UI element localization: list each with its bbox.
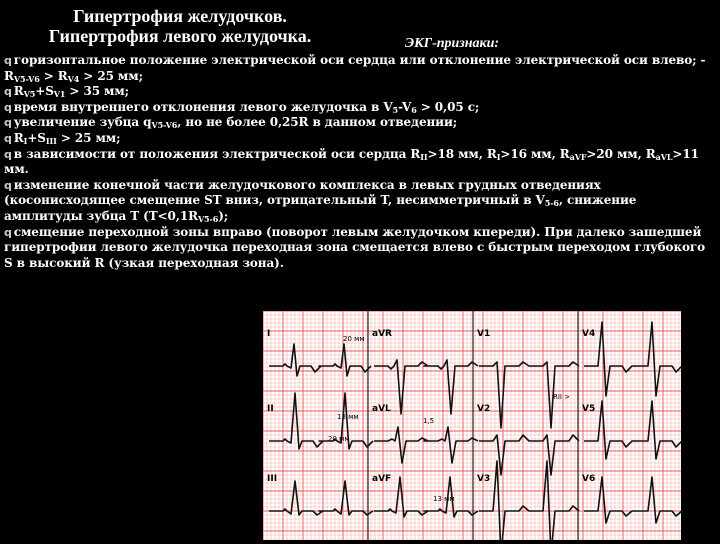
- bullet-icon: q: [4, 131, 12, 145]
- subscript-text: II: [420, 151, 428, 162]
- criterion-item: [4, 178, 716, 225]
- criterion-item: [4, 100, 716, 116]
- ecg-signs-subtitle: ЭКГ-признаки:: [405, 36, 500, 51]
- criteria-list: [4, 53, 716, 271]
- ecg-grid-major: [263, 311, 681, 540]
- ecg-lead-label: I: [267, 329, 271, 339]
- ecg-trace: [374, 427, 478, 463]
- criterion-text: время внутреннего отклонения левого желудочка в V: [13, 99, 393, 114]
- criterion-text: в зависимости от положения электрической оси сердца R: [13, 146, 421, 161]
- ecg-annotation: 1,5: [423, 417, 435, 425]
- subscript-text: V5-V6: [151, 120, 178, 131]
- ecg-trace: [269, 393, 373, 449]
- subscript-text: V5-V6: [13, 73, 40, 84]
- subscript-text: 5: [392, 104, 398, 115]
- subscript-text: 5-6: [544, 198, 559, 209]
- ecg-lead-label: II: [267, 404, 274, 414]
- subscript-text: aVL: [655, 151, 673, 162]
- ecg-annotation: 13 мм: [433, 495, 455, 503]
- ecg-lead-label: V2: [477, 404, 491, 414]
- bullet-icon: q: [4, 147, 12, 161]
- ecg-lead-label: aVL: [372, 404, 391, 414]
- criterion-text: > 35 мм;: [65, 84, 130, 99]
- criterion-item: [4, 147, 716, 178]
- ecg-lead-label: V3: [477, 474, 491, 484]
- criterion-text: >20 мм, R: [586, 146, 656, 161]
- subscript-text: V5: [23, 89, 36, 100]
- subscript-text: aVF: [569, 151, 587, 162]
- subscript-text: V4: [67, 73, 80, 84]
- subscript-text: 6: [411, 104, 417, 115]
- criterion-text: увеличение зубца q: [13, 115, 152, 130]
- ecg-strip-image: [263, 311, 681, 540]
- criterion-item: [4, 84, 716, 100]
- subscript-text: I: [496, 151, 501, 162]
- ecg-trace: [584, 401, 681, 459]
- bullet-icon: q: [4, 100, 12, 114]
- ecg-grid-minor: [263, 311, 681, 540]
- bullet-icon: q: [4, 85, 12, 99]
- ecg-lead-label: aVR: [372, 329, 392, 339]
- criterion-text: горизонтальное положение электрической оси сердца или отклонение электрической оси влево; - R: [4, 53, 706, 83]
- subscript-text: III: [45, 135, 57, 146]
- ecg-tracings: [263, 311, 681, 540]
- criterion-text: > 25 мм;: [56, 130, 121, 145]
- bullet-icon: q: [4, 225, 12, 239]
- criterion-text: +S: [35, 84, 54, 99]
- page-title-line1: Гипертрофия желудочков.: [73, 6, 287, 26]
- bullet-icon: q: [4, 178, 12, 192]
- ecg-annotation: 20 мм: [328, 435, 350, 443]
- ecg-annotation: RII >: [553, 393, 571, 401]
- ecg-lead-label: V4: [582, 329, 596, 339]
- ecg-lead-label: III: [267, 474, 278, 484]
- criterion-text: >18 мм, R: [427, 146, 497, 161]
- ecg-trace: [269, 481, 373, 515]
- criterion-text: >11 мм.: [4, 146, 699, 177]
- page-title-line2: Гипертрофия левого желудочка.: [48, 26, 312, 46]
- subscript-text: V5-6: [197, 213, 219, 224]
- criterion-text: > 0,05 с;: [416, 99, 480, 114]
- criterion-text: R: [13, 130, 24, 145]
- criterion-item: [4, 225, 716, 272]
- criterion-text: > 25 мм;: [79, 68, 143, 83]
- ecg-lead-label: V5: [582, 404, 596, 414]
- criterion-text: );: [218, 208, 229, 223]
- criterion-text: -V: [398, 99, 412, 114]
- ecg-annotation: 13 мм: [337, 413, 359, 421]
- criterion-text: +S: [27, 130, 46, 145]
- criterion-item: [4, 115, 716, 131]
- criterion-item: [4, 131, 716, 147]
- bullet-icon: q: [4, 54, 12, 67]
- criterion-text: изменение конечной части желудочкового комплекса в левых грудных отведениях (косонисходящее смещение ST вниз, отрицательный T, несимметричный в V: [4, 177, 601, 208]
- subscript-text: I: [23, 135, 28, 146]
- criterion-text: >16 мм, R: [500, 146, 570, 161]
- criterion-text: R: [13, 84, 24, 99]
- criterion-item: [4, 53, 716, 84]
- criterion-text: > R: [39, 68, 68, 83]
- ecg-lead-label: aVF: [372, 474, 392, 484]
- subscript-text: V1: [53, 89, 66, 100]
- ecg-annotation: 20 мм: [343, 335, 365, 343]
- ecg-lead-label: V6: [582, 474, 596, 484]
- ecg-trace: [479, 461, 579, 540]
- criterion-text: , снижение амплитуды зубца T (T<0,1R: [4, 193, 637, 223]
- criterion-text: смещение переходной зоны вправо (поворот левым желудочком кпереди). При далеко зашедшей гипертрофии левого желудочка переходная зона смещается влево с быстрым переходом глубокого S в высокий R (узкая переходная зона).: [4, 224, 706, 270]
- ecg-trace: [584, 477, 681, 523]
- criterion-text: , но не более 0,25R в данном отведении;: [177, 115, 458, 130]
- bullet-icon: q: [4, 116, 12, 130]
- ecg-lead-label: V1: [477, 329, 491, 339]
